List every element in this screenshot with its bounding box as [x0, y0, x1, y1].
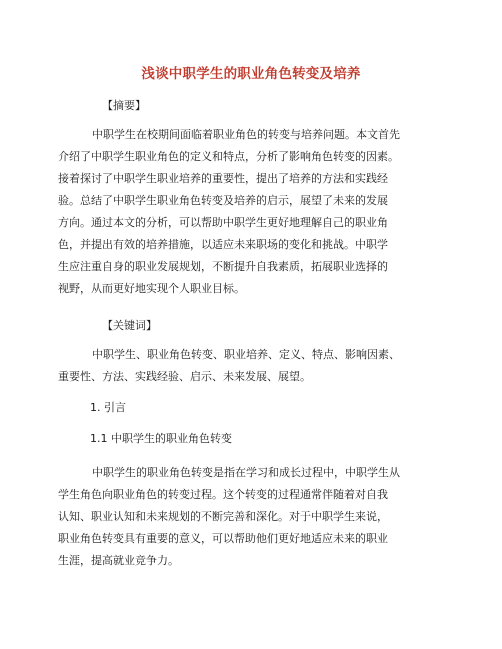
- abstract-line: 色，并提出有效的培养措施，以适应未来职场的变化和挑战。中职学: [58, 238, 388, 251]
- abstract-line: 方向。通过本文的分析，可以帮助中职学生更好地理解自己的职业角: [58, 216, 388, 229]
- abstract-line: 生应注重自身的职业发展规划，不断提升自我素质，拓展职业选择的: [58, 260, 388, 273]
- abstract-label: 【摘要】: [102, 99, 146, 112]
- body-line: 认知、职业认知和未来规划的不断完善和深化。对于中职学生来说，: [58, 510, 388, 523]
- body-line: 中职学生的职业角色转变是指在学习和成长过程中，中职学生从: [92, 466, 400, 479]
- keywords-line: 中职学生、职业角色转变、职业培养、定义、特点、影响因素、: [92, 348, 400, 361]
- abstract-line: 中职学生在校期间面临着职业角色的转变与培养问题。本文首先: [92, 128, 400, 141]
- keywords-label: 【关键词】: [102, 319, 157, 332]
- body-line: 学生角色向职业角色的转变过程。这个转变的过程通常伴随着对自我: [58, 488, 388, 501]
- section-heading: 1. 引言: [90, 401, 126, 414]
- abstract-line: 介绍了中职学生职业角色的定义和特点，分析了影响角色转变的因素。: [58, 150, 399, 163]
- document-title: 浅谈中职学生的职业角色转变及培养: [141, 66, 361, 82]
- body-line: 职业角色转变具有重要的意义，可以帮助他们更好地适应未来的职业: [58, 532, 388, 545]
- abstract-line: 视野，从而更好地实现个人职业目标。: [58, 282, 245, 295]
- keywords-line: 重要性、方法、实践经验、启示、未来发展、展望。: [58, 370, 311, 383]
- subsection-heading: 1.1 中职学生的职业角色转变: [90, 432, 232, 445]
- abstract-line: 接着探讨了中职学生职业培养的重要性，提出了培养的方法和实践经: [58, 172, 388, 185]
- abstract-line: 验。总结了中职学生职业角色转变及培养的启示，展望了未来的发展: [58, 194, 388, 207]
- body-line: 生涯，提高就业竞争力。: [58, 554, 179, 567]
